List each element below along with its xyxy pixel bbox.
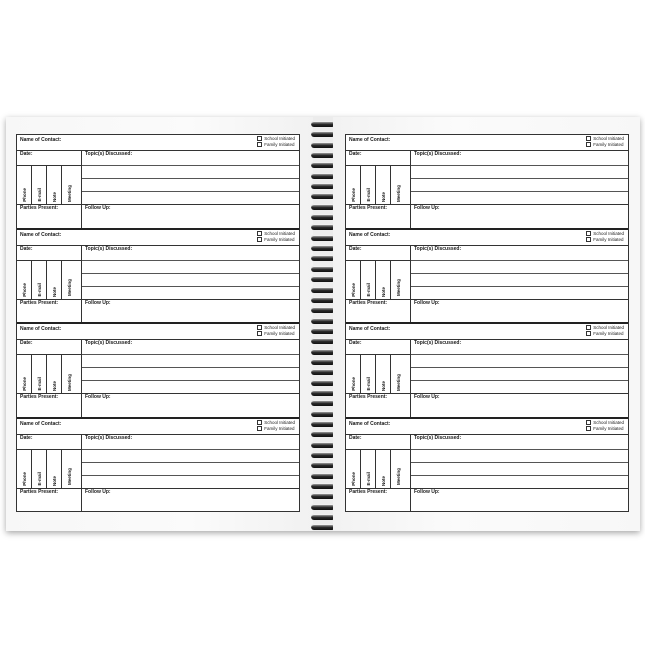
family-initiated-label: Family Initiated [593, 142, 624, 147]
contact-type-email[interactable]: E-mail [32, 450, 47, 488]
writing-line[interactable] [82, 380, 299, 394]
spiral-coil [311, 452, 335, 458]
checkbox-icon[interactable] [257, 136, 262, 141]
parties-present-label: Parties Present: [349, 488, 388, 495]
writing-line[interactable] [411, 273, 628, 286]
spiral-coil [311, 121, 335, 127]
contact-type-email[interactable]: E-mail [32, 166, 47, 204]
follow-up-field[interactable] [82, 205, 299, 228]
contact-type-phone[interactable]: Phone [17, 261, 32, 299]
contact-type-note[interactable]: Note [47, 355, 62, 393]
school-initiated-option[interactable] [257, 136, 295, 141]
name-of-contact-label: Name of Contact: [349, 231, 391, 238]
spiral-coil [311, 266, 335, 272]
spiral-coil [311, 483, 335, 489]
family-initiated-option[interactable] [257, 426, 295, 431]
checkbox-icon[interactable] [257, 426, 262, 431]
checkbox-icon[interactable] [586, 426, 591, 431]
topics-discussed-field[interactable] [82, 151, 299, 165]
topics-discussed-field[interactable] [82, 246, 299, 260]
writing-line[interactable] [411, 367, 628, 380]
spiral-coil [311, 390, 335, 396]
spiral-coil [311, 193, 335, 199]
school-initiated-label: School Initiated [593, 230, 624, 236]
contact-type-meeting[interactable]: Meeting [67, 373, 72, 391]
initiated-checkboxes [586, 230, 628, 245]
checkbox-icon[interactable] [586, 231, 591, 236]
family-initiated-label: Family Initiated [593, 331, 624, 336]
date-label: Date: [20, 434, 33, 441]
writing-line[interactable] [82, 475, 299, 489]
topics-discussed-field[interactable] [82, 435, 299, 449]
contact-type-meeting[interactable]: Meeting [396, 279, 401, 297]
writing-line[interactable] [411, 449, 628, 462]
school-initiated-label: School Initiated [264, 419, 295, 425]
contact-type-meeting[interactable]: Meeting [396, 184, 401, 202]
contact-type-email[interactable]: E-mail [361, 261, 376, 299]
writing-line[interactable] [82, 165, 299, 178]
writing-line[interactable] [411, 462, 628, 475]
date-field[interactable] [17, 435, 81, 450]
contact-type-note[interactable]: Note [376, 261, 391, 299]
contact-type-grid [346, 261, 410, 300]
spiral-coil [311, 411, 335, 417]
follow-up-field[interactable] [82, 300, 299, 323]
family-initiated-label: Family Initiated [593, 236, 624, 242]
parties-present-label: Parties Present: [349, 299, 388, 306]
checkbox-icon[interactable] [257, 331, 262, 336]
left-page [6, 117, 313, 531]
school-initiated-option[interactable] [586, 231, 624, 236]
date-label: Date: [20, 245, 33, 252]
spiral-coil [311, 131, 335, 137]
checkbox-icon[interactable] [586, 325, 591, 330]
initiated-checkboxes [257, 324, 299, 339]
name-of-contact-label: Name of Contact: [349, 326, 391, 332]
contact-type-email[interactable]: E-mail [32, 355, 47, 393]
date-field[interactable] [346, 246, 410, 261]
topics-discussed-label: Topic(s) Discussed: [85, 340, 133, 346]
contact-type-email[interactable]: E-mail [32, 261, 47, 299]
follow-up-field[interactable] [82, 394, 299, 417]
school-initiated-label: School Initiated [593, 419, 624, 425]
contact-log-entry [17, 419, 299, 512]
topics-discussed-label: Topic(s) Discussed: [85, 245, 133, 252]
topics-discussed-field[interactable] [411, 151, 628, 165]
parties-present-label: Parties Present: [349, 205, 388, 211]
spiral-binding [311, 121, 335, 531]
date-field[interactable] [17, 246, 81, 261]
contact-log-entry [17, 230, 299, 325]
contact-type-grid [17, 166, 81, 205]
name-of-contact-label: Name of Contact: [20, 137, 62, 143]
contact-log-entry [346, 230, 628, 325]
spiral-coil [311, 380, 335, 386]
initiated-checkboxes [586, 419, 628, 434]
follow-up-field[interactable] [411, 205, 628, 228]
contact-type-grid [346, 355, 410, 394]
spiral-coil [311, 204, 335, 210]
follow-up-label: Follow Up: [85, 205, 111, 211]
contact-type-meeting[interactable]: Meeting [67, 279, 72, 297]
contact-type-note[interactable]: Note [47, 450, 62, 488]
school-initiated-option[interactable] [257, 231, 295, 236]
checkbox-icon[interactable] [586, 136, 591, 141]
writing-line[interactable] [82, 191, 299, 205]
family-initiated-label: Family Initiated [264, 142, 295, 147]
date-field[interactable] [346, 151, 410, 166]
school-initiated-option[interactable] [586, 136, 624, 141]
name-of-contact-label: Name of Contact: [20, 326, 62, 332]
contact-type-phone[interactable]: Phone [17, 450, 32, 488]
family-initiated-option[interactable] [257, 142, 295, 147]
spiral-coil [311, 473, 335, 479]
writing-line[interactable] [82, 354, 299, 367]
contact-log-sheet [16, 134, 300, 512]
contact-type-email[interactable]: E-mail [361, 450, 376, 488]
spiral-coil [311, 276, 335, 282]
writing-line[interactable] [411, 178, 628, 191]
contact-type-grid [346, 166, 410, 205]
topics-discussed-field[interactable] [411, 435, 628, 449]
follow-up-field[interactable] [411, 394, 628, 417]
writing-line[interactable] [411, 260, 628, 273]
contact-type-email[interactable]: E-mail [361, 355, 376, 393]
school-initiated-option[interactable] [586, 420, 624, 425]
date-label: Date: [349, 340, 362, 346]
contact-log-entry [17, 324, 299, 419]
writing-line[interactable] [411, 354, 628, 367]
name-of-contact-label: Name of Contact: [20, 420, 62, 427]
spiral-coil [311, 442, 335, 448]
spiral-coil [311, 307, 335, 313]
school-initiated-label: School Initiated [264, 325, 295, 330]
writing-line[interactable] [82, 367, 299, 380]
family-initiated-option[interactable] [586, 331, 624, 336]
writing-line[interactable] [82, 286, 299, 300]
date-label: Date: [20, 151, 33, 157]
name-of-contact-label: Name of Contact: [349, 420, 391, 427]
contact-type-phone[interactable]: Phone [346, 450, 361, 488]
writing-line[interactable] [82, 449, 299, 462]
checkbox-icon[interactable] [586, 420, 591, 425]
school-initiated-label: School Initiated [593, 325, 624, 330]
follow-up-label: Follow Up: [85, 299, 111, 306]
checkbox-icon[interactable] [586, 142, 591, 147]
initiated-checkboxes [586, 135, 628, 150]
family-initiated-option[interactable] [586, 142, 624, 147]
right-page [333, 117, 640, 531]
initiated-checkboxes [257, 230, 299, 245]
spiral-coil [311, 297, 335, 303]
spiral-coil [311, 462, 335, 468]
contact-type-meeting[interactable]: Meeting [67, 468, 72, 486]
family-initiated-option[interactable] [257, 237, 295, 242]
topics-discussed-field[interactable] [82, 340, 299, 354]
spiral-coil [311, 183, 335, 189]
family-initiated-option[interactable] [586, 237, 624, 242]
parties-present-field[interactable] [17, 394, 81, 417]
contact-type-grid [346, 450, 410, 489]
topics-discussed-label: Topic(s) Discussed: [85, 434, 133, 441]
spiral-coil [311, 152, 335, 158]
parties-present-field[interactable] [346, 205, 410, 228]
follow-up-label: Follow Up: [85, 394, 111, 400]
parties-present-label: Parties Present: [20, 205, 59, 211]
parties-present-label: Parties Present: [20, 299, 59, 306]
spiral-coil [311, 338, 335, 344]
follow-up-label: Follow Up: [414, 488, 440, 495]
writing-line[interactable] [82, 178, 299, 191]
date-field[interactable] [346, 340, 410, 355]
date-field[interactable] [17, 151, 81, 166]
name-of-contact-label: Name of Contact: [349, 137, 391, 143]
school-initiated-option[interactable] [257, 420, 295, 425]
contact-log-sheet [345, 134, 629, 512]
initiated-checkboxes [257, 419, 299, 434]
spiral-coil [311, 431, 335, 437]
contact-type-phone[interactable]: Phone [346, 261, 361, 299]
spiral-coil [311, 162, 335, 168]
writing-line[interactable] [411, 475, 628, 489]
writing-line[interactable] [411, 380, 628, 394]
spiral-coil [311, 493, 335, 499]
spiral-coil [311, 400, 335, 406]
contact-type-phone[interactable]: Phone [346, 355, 361, 393]
writing-line[interactable] [82, 462, 299, 475]
checkbox-icon[interactable] [257, 420, 262, 425]
spiral-coil [311, 514, 335, 520]
contact-type-note[interactable]: Note [376, 166, 391, 204]
contact-type-phone[interactable]: Phone [17, 355, 32, 393]
date-label: Date: [349, 434, 362, 441]
writing-line[interactable] [411, 165, 628, 178]
spiral-coil [311, 214, 335, 220]
date-field[interactable] [17, 340, 81, 355]
follow-up-field[interactable] [411, 300, 628, 323]
spiral-coil [311, 245, 335, 251]
spiral-coil [311, 142, 335, 148]
checkbox-icon[interactable] [586, 331, 591, 336]
family-initiated-label: Family Initiated [264, 236, 295, 242]
checkbox-icon[interactable] [257, 325, 262, 330]
parties-present-field[interactable] [346, 489, 410, 512]
spiral-coil [311, 359, 335, 365]
spiral-coil [311, 369, 335, 375]
follow-up-label: Follow Up: [414, 299, 440, 306]
date-field[interactable] [346, 435, 410, 450]
topics-discussed-field[interactable] [411, 340, 628, 354]
contact-type-phone[interactable]: Phone [17, 166, 32, 204]
school-initiated-option[interactable] [586, 325, 624, 330]
spiral-coil [311, 328, 335, 334]
checkbox-icon[interactable] [257, 237, 262, 242]
contact-type-grid [17, 261, 81, 300]
topics-discussed-label: Topic(s) Discussed: [85, 151, 133, 157]
date-label: Date: [20, 340, 33, 346]
spiral-coil [311, 524, 335, 530]
spiral-coil [311, 224, 335, 230]
spiral-coil [311, 318, 335, 324]
family-initiated-label: Family Initiated [264, 425, 295, 431]
spiral-coil [311, 504, 335, 510]
name-of-contact-label: Name of Contact: [20, 231, 62, 238]
follow-up-label: Follow Up: [414, 394, 440, 400]
parties-present-field[interactable] [346, 300, 410, 323]
contact-type-grid [17, 355, 81, 394]
initiated-checkboxes [586, 324, 628, 339]
spiral-notebook [6, 117, 640, 531]
contact-type-note[interactable]: Note [376, 355, 391, 393]
contact-type-meeting[interactable]: Meeting [396, 468, 401, 486]
follow-up-label: Follow Up: [85, 488, 111, 495]
writing-line[interactable] [411, 191, 628, 205]
school-initiated-label: School Initiated [264, 136, 295, 141]
topics-discussed-label: Topic(s) Discussed: [414, 151, 462, 157]
spiral-coil [311, 255, 335, 261]
spiral-coil [311, 287, 335, 293]
contact-log-entry [346, 324, 628, 419]
follow-up-field[interactable] [411, 489, 628, 512]
school-initiated-label: School Initiated [593, 136, 624, 141]
follow-up-label: Follow Up: [414, 205, 440, 211]
contact-type-note[interactable]: Note [47, 261, 62, 299]
topics-discussed-field[interactable] [411, 246, 628, 260]
writing-line[interactable] [82, 260, 299, 273]
contact-type-note[interactable]: Note [376, 450, 391, 488]
family-initiated-option[interactable] [586, 426, 624, 431]
spiral-coil [311, 173, 335, 179]
family-initiated-label: Family Initiated [264, 331, 295, 336]
spiral-coil [311, 235, 335, 241]
checkbox-icon[interactable] [586, 237, 591, 242]
school-initiated-label: School Initiated [264, 230, 295, 236]
parties-present-label: Parties Present: [349, 394, 388, 400]
spiral-coil [311, 421, 335, 427]
parties-present-field[interactable] [17, 300, 81, 323]
parties-present-field[interactable] [17, 489, 81, 512]
contact-type-grid [17, 450, 81, 489]
family-initiated-option[interactable] [257, 331, 295, 336]
date-label: Date: [349, 151, 362, 157]
initiated-checkboxes [257, 135, 299, 150]
topics-discussed-label: Topic(s) Discussed: [414, 245, 462, 252]
contact-type-meeting[interactable]: Meeting [396, 373, 401, 391]
parties-present-label: Parties Present: [20, 394, 59, 400]
parties-present-field[interactable] [346, 394, 410, 417]
contact-type-note[interactable]: Note [47, 166, 62, 204]
checkbox-icon[interactable] [257, 142, 262, 147]
family-initiated-label: Family Initiated [593, 425, 624, 431]
contact-type-meeting[interactable]: Meeting [67, 184, 72, 202]
date-label: Date: [349, 245, 362, 252]
follow-up-field[interactable] [82, 489, 299, 512]
writing-line[interactable] [411, 286, 628, 300]
contact-log-entry [346, 135, 628, 230]
parties-present-field[interactable] [17, 205, 81, 228]
school-initiated-option[interactable] [257, 325, 295, 330]
spiral-coil [311, 349, 335, 355]
contact-log-entry [17, 135, 299, 230]
topics-discussed-label: Topic(s) Discussed: [414, 434, 462, 441]
contact-type-phone[interactable]: Phone [346, 166, 361, 204]
writing-line[interactable] [82, 273, 299, 286]
contact-log-entry [346, 419, 628, 512]
checkbox-icon[interactable] [257, 231, 262, 236]
parties-present-label: Parties Present: [20, 488, 59, 495]
topics-discussed-label: Topic(s) Discussed: [414, 340, 462, 346]
contact-type-email[interactable]: E-mail [361, 166, 376, 204]
